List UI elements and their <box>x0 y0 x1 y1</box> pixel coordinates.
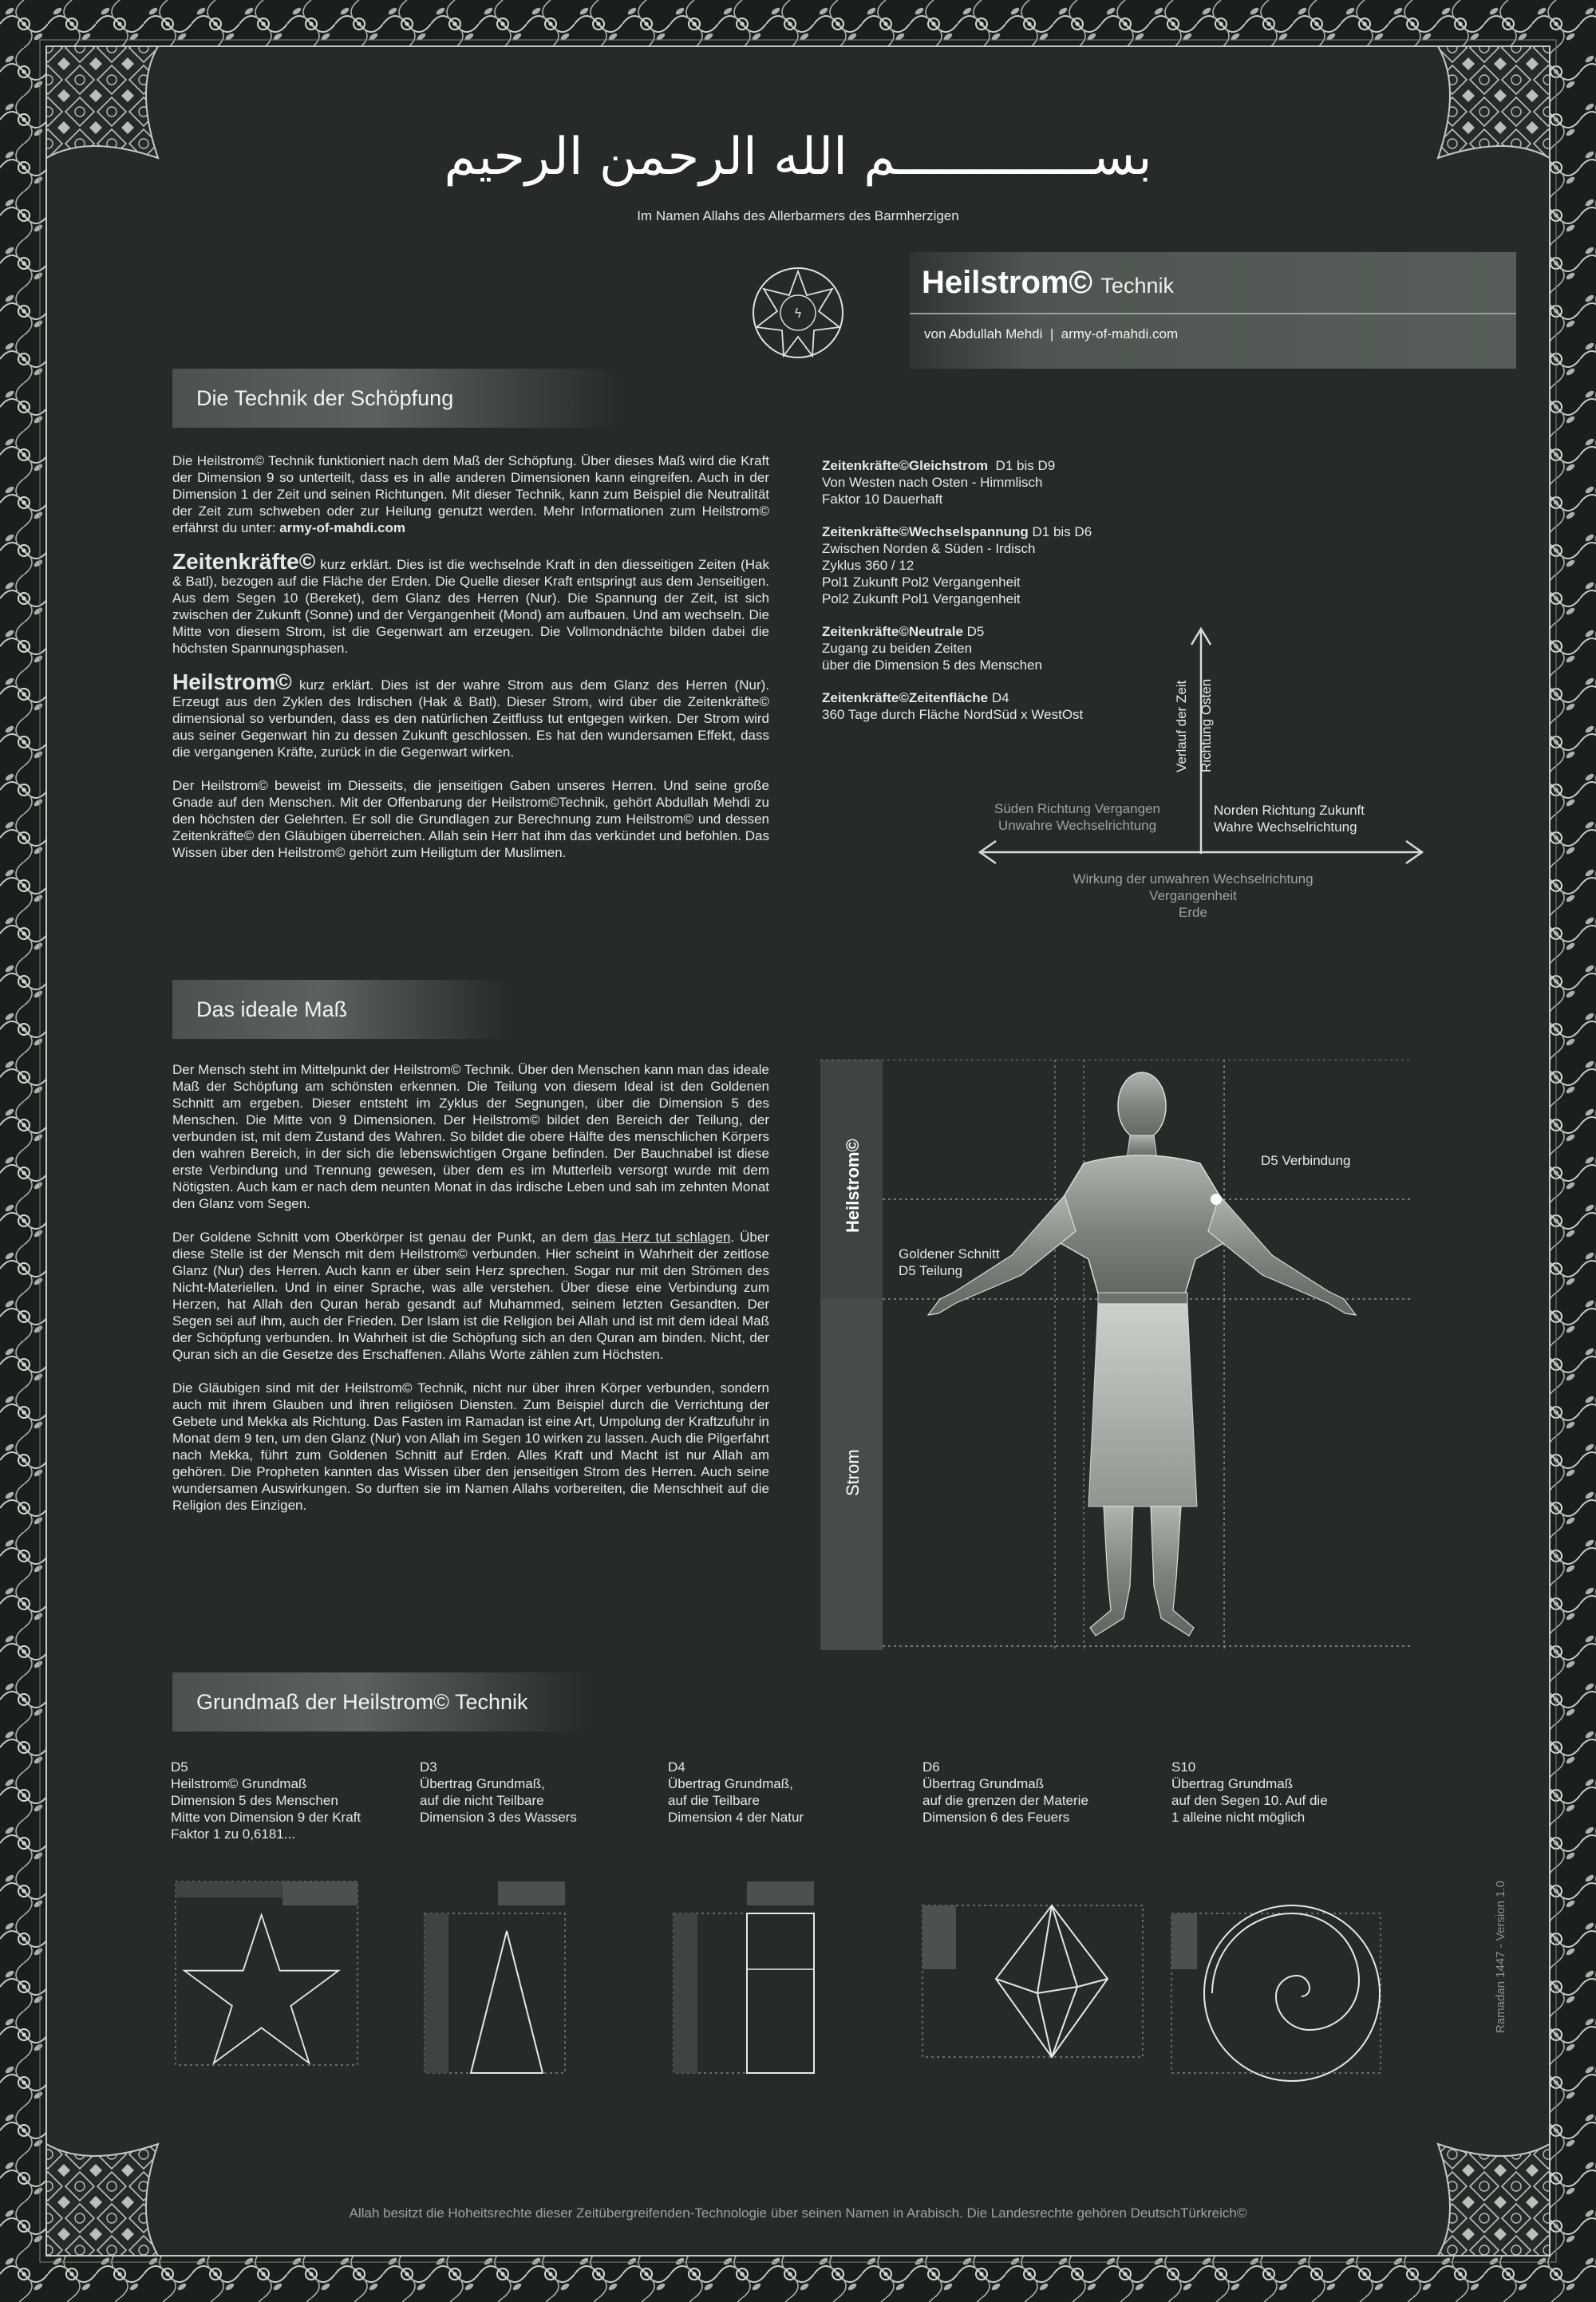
title <box>922 265 1174 301</box>
s2-p2a: Der Goldene Schnitt vom Oberkörper ist genau der Punkt, an dem <box>172 1230 589 1245</box>
rectangle-icon <box>747 1913 814 2073</box>
item-line: auf die Teilbare <box>668 1793 760 1808</box>
octahedron-icon <box>996 1905 1108 2057</box>
human-figure-diagram <box>820 1060 1420 1650</box>
item-line: 1 alleine nicht möglich <box>1171 1810 1306 1825</box>
item-line: auf die grenzen der Materie <box>922 1793 1088 1808</box>
s2-p1: Der Mensch steht im Mittelpunkt der Heilstrom© Technik. Über den Menschen kann man das ideale Maß der Schöpfung am schönsten erkennen. Die Teilung von diesem Ideal ist den Goldenen Schnitt am ergeben. Dieser entsteht im Zyklus der Segnungen, über die Dimension 5 des Menschen. Die Mitte von 9 Dimensionen. Der Heilstrom© bildet den Bereich der Teilung, der verbunden ist, mit dem Zustand des Wahren. So bildet die obere Hälfte des menschlichen Körpers den wahren Bereich, in der sich die lebenswichtigen Organe befinden. Der Bauchnabel ist diese erste Verbindung und Trennung gewesen, über dem es im Mutterleib versorgt wurde mit dem Nötigsten. Auch kam er nach dem neunten Monat in das irdische Leben und sah im zehnten Monat den Glanz vom Segen. <box>172 1062 769 1211</box>
item-code: D4 <box>668 1759 685 1775</box>
s1-p3-lead: kurz erklärt. <box>298 677 374 693</box>
svg-text:ϟ: ϟ <box>793 306 803 321</box>
force-line: Pol1 Zukunft Pol2 Vergangenheit <box>822 575 1021 590</box>
item-code: S10 <box>1171 1759 1196 1775</box>
star-icon <box>184 1915 338 2063</box>
version-label: Ramadan 1447 - Version 1.0 <box>1494 1881 1507 2033</box>
axis-bottom-labels <box>954 871 1432 921</box>
axis-left-labels <box>958 800 1197 834</box>
force-line: über die Dimension 5 des Menschen <box>822 657 1042 673</box>
footer-note: Allah besitzt die Hoheitsrechte dieser Zeitübergreifenden-Technologie über seinen Namen in Arabisch. Die Landesrechte gehören DeutschTürkreich© <box>349 2205 1247 2221</box>
item-line: auf den Segen 10. Auf die <box>1171 1793 1328 1808</box>
label-golden-ratio <box>899 1246 1000 1279</box>
axis-left-1: Süden Richtung Vergangen <box>994 801 1160 816</box>
s2-p3: Die Gläubigen sind mit der Heilstrom© Technik, nicht nur über ihren Körper verbunden, sondern auch mit ihrem Glauben und ihren religiösen Diensten. Zum Beispiel durch die Verrichtung der Gebete und Mekka als Richtung. Das Fasten im Ramadan ist eine Art, Umpolung der Kraftzufuhr in Monat dem 9 ten, um den Glanz (Nur) von Allah im Segen 10 wirken zu lassen. Auch die Pilgerfahrt nach Mekka, führt zum Goldenen Schnitt auf Erden. Alles Kraft und Macht ist nur Allah am gehören. Die Propheten kannten das Wissen über den jenseitigen Strom des Herren. Auch seine wundersamen Auswirkungen. So durften sie im Namen Allahs vorbereiten, die Menschheit auf die Religion des Einzigen. <box>172 1380 769 1513</box>
item-line: Dimension 3 des Wassers <box>420 1810 577 1825</box>
section-heading-grundmass <box>172 1672 587 1731</box>
axis-right-2: Wahre Wechselrichtung <box>1214 819 1357 835</box>
axis-bottom-2: Vergangenheit <box>1149 888 1237 903</box>
force-dims: D1 bis D6 <box>1032 524 1092 539</box>
item-line: Übertrag Grundmaß <box>922 1776 1045 1791</box>
label-d5: D5 Verbindung <box>1261 1153 1351 1168</box>
item-line: auf die nicht Teilbare <box>420 1793 544 1808</box>
axis-left-2: Unwahre Wechselrichtung <box>998 818 1157 833</box>
s1-p1: Die Heilstrom© Technik funktioniert nach dem Maß der Schöpfung. Über dieses Maß wird die Kraft der Dimension 9 so unterteilt, dass es in alle anderen Dimensionen kann eingreifen. Auch in der Dimension 1 der Zeit und seinen Richtungen. Mit dieser Technik, kann zum Beispiel die Neutralität der Zeit zum schweben oder zur Heilung genutzt werden. Mehr Informationen zum Heilstrom© erfährst du unter: <box>172 453 769 535</box>
force-dims: D5 <box>966 624 985 639</box>
force-name: Zeitenkräfte©Neutrale <box>822 624 963 639</box>
item-line: Übertrag Grundmaß, <box>668 1776 793 1791</box>
force-line: Faktor 10 Dauerhaft <box>822 492 943 507</box>
force-item <box>822 523 1221 607</box>
grundmass-item-d6 <box>922 1759 1162 1826</box>
section-heading-text: Grundmaß der Heilstrom© Technik <box>196 1690 528 1714</box>
item-line: Übertrag Grundmaß, <box>420 1776 545 1791</box>
item-line: Übertrag Grundmaß <box>1171 1776 1294 1791</box>
title-sub: Technik <box>1100 274 1174 298</box>
s1-p1-link: army-of-mahdi.com <box>279 520 405 535</box>
s2-p2b: . Über diese Stelle ist der Mensch mit dem Heilstrom© verbunden. Hier scheint in Wahrheit der zeitlose Glanz (Nur) des Herren. Auch kann er über sein Herz sprechen. Sogar nur mit den Strömen des Nicht-Materiellen. Und in einer Sprache, was alle verstehen. Über diese eine Verbindung zum Herzen, hat Allah den Quran herab gesandt auf Muhammed, seinem letzten Gesandten. Der Segen sei auf ihm, auch der Frieden. Der Islam ist die Religion bei Allah und ist mit dem ideal Maß der Schöpfung verbunden. In Wahrheit ist die Schöpfung sich an den Quran am binden. Nicht, der Quran sich an die Gesetze des Erschaffenen. Allahs Worte zählen zum Höchsten. <box>172 1230 770 1362</box>
item-line: Dimension 5 des Menschen <box>171 1793 338 1808</box>
s1-p2-lead: kurz erklärt. <box>320 557 393 572</box>
force-line: Zyklus 360 / 12 <box>822 558 915 573</box>
grundmass-item-d5 <box>171 1759 410 1842</box>
axis-right-1: Norden Richtung Zukunft <box>1214 803 1365 818</box>
axis-label-time: Verlauf der Zeit <box>1174 680 1189 772</box>
item-code: D6 <box>922 1759 940 1775</box>
section1-text <box>172 452 769 878</box>
s1-p3: Dies ist der wahre Strom aus dem Glanz des Herren (Nur). Erzeugt aus den Zyklen des Irdischen (Hak & Batl). Dieser Strom, wird über die Zeitenkräfte© dimensional so verbunden, dass es den natürlichen Zeitfluss tut entgegen wirken. Der Strom wird aus seiner Gegenwart hin zu dessen Zukunft geschlossen. Es hat den wundersamen Effekt, dass die vergangenen Kräfte, zurück in die Gegenwart wirken. <box>172 677 769 760</box>
item-line: Mitte von Dimension 9 der Kraft <box>171 1810 361 1825</box>
force-line: 360 Tage durch Fläche NordSüd x WestOst <box>822 707 1084 722</box>
force-dims: D4 <box>991 690 1009 705</box>
force-line: Zwischen Norden & Süden - Irdisch <box>822 541 1036 556</box>
force-item <box>822 457 1221 507</box>
section-heading-text: Das ideale Maß <box>196 997 348 1021</box>
axis-bottom-3: Erde <box>1179 905 1207 920</box>
item-line: Heilstrom© Grundmaß <box>171 1776 307 1791</box>
section-heading-schoepfung <box>172 369 619 428</box>
grundmass-item-s10 <box>1171 1759 1411 1826</box>
s2-p2u: das Herz tut schlagen <box>594 1230 731 1245</box>
force-line: Pol2 Zukunft Pol1 Vergangenheit <box>822 591 1021 606</box>
force-line: Von Westen nach Osten - Himmlisch <box>822 475 1043 490</box>
force-name: Zeitenkräfte©Gleichstrom <box>822 458 989 473</box>
grundmass-item-d4 <box>668 1759 907 1826</box>
item-line: Faktor 1 zu 0,6181... <box>171 1826 295 1842</box>
s1-p3-term: Heilstrom© <box>172 669 292 694</box>
s1-p2-term: Zeitenkräfte© <box>172 549 316 574</box>
force-name: Zeitenkräfte©Zeitenfläche <box>822 690 989 705</box>
force-name: Zeitenkräfte©Wechselspannung <box>822 524 1029 539</box>
section2-text <box>172 1061 769 1530</box>
author-line: von Abdullah Mehdi | army-of-mahdi.com <box>924 326 1179 342</box>
basmala-translation: Im Namen Allahs des Allerbarmers des Barmherzigen <box>637 208 959 223</box>
label-gs-1: Goldener Schnitt <box>899 1246 1000 1262</box>
item-line: Dimension 4 der Natur <box>668 1810 804 1825</box>
force-dims: D1 bis D9 <box>995 458 1056 473</box>
item-line: Dimension 6 des Feuers <box>922 1810 1070 1825</box>
title-divider <box>910 313 1516 314</box>
star-seal-icon <box>750 265 846 361</box>
bar-heilstrom-label: Heilstrom© <box>843 1139 863 1233</box>
spiral-icon <box>1204 1905 1380 2081</box>
force-line: Zugang zu beiden Zeiten <box>822 641 973 656</box>
s1-p2: Dies ist die wechselnde Kraft in den diesseitigen Zeiten (Hak & Batl), bezogen auf die Fläche der Erden. Die Quelle dieser Kraft entspringt aus dem Jenseitigen. Aus dem Segen 10 (Bereket), dem Glanz des Herren (Nur). Die Spannung der Zeit, ist sich zwischen der Zukunft (Sonne) und der Vergangenheit (Mond) am aufbauen. Und am wechseln. Die Mitte von diesem Strom, ist die Gegenwart am erzeugen. Die Vollmondnächte bilden dabei die höchsten Spannungsphasen. <box>172 557 769 656</box>
section-heading-text: Die Technik der Schöpfung <box>196 386 454 410</box>
title-main: Heilstrom© <box>922 265 1092 300</box>
item-code: D5 <box>171 1759 188 1775</box>
grundmass-item-d3 <box>420 1759 659 1826</box>
item-code: D3 <box>420 1759 437 1775</box>
bar-strom-label: Strom <box>843 1449 863 1496</box>
s1-p4: Der Heilstrom© beweist im Diesseits, die jenseitigen Gaben unseres Herren. Und seine große Gnade auf den Menschen. Mit der Offenbarung der Heilstrom©Technik, gehört Abdullah Mehdi zu den höchsten der Gelehrten. Er soll die Grundlagen zur Berechnung zum Heilstrom© und dessen Zeitenkräfte© den Gläubigen überreichen. Allah sein Herr hat ihm das verkündet und befohlen. Das Wissen über den Heilstrom© gehört zum Heiligtum der Muslimen. <box>172 778 769 860</box>
axis-label-east: Richtung Osten <box>1199 678 1214 772</box>
axis-right-labels <box>1214 802 1453 835</box>
triangle-icon <box>471 1931 543 2073</box>
section-heading-mass <box>172 980 508 1039</box>
basmala: بســـــــــــــم الله الرحمن الرحيم <box>444 128 1152 187</box>
geometry-row <box>168 1867 1428 2107</box>
axis-diagram <box>966 622 1428 878</box>
label-gs-2: D5 Teilung <box>899 1263 963 1278</box>
axis-bottom-1: Wirkung der unwahren Wechselrichtung <box>1073 871 1314 886</box>
